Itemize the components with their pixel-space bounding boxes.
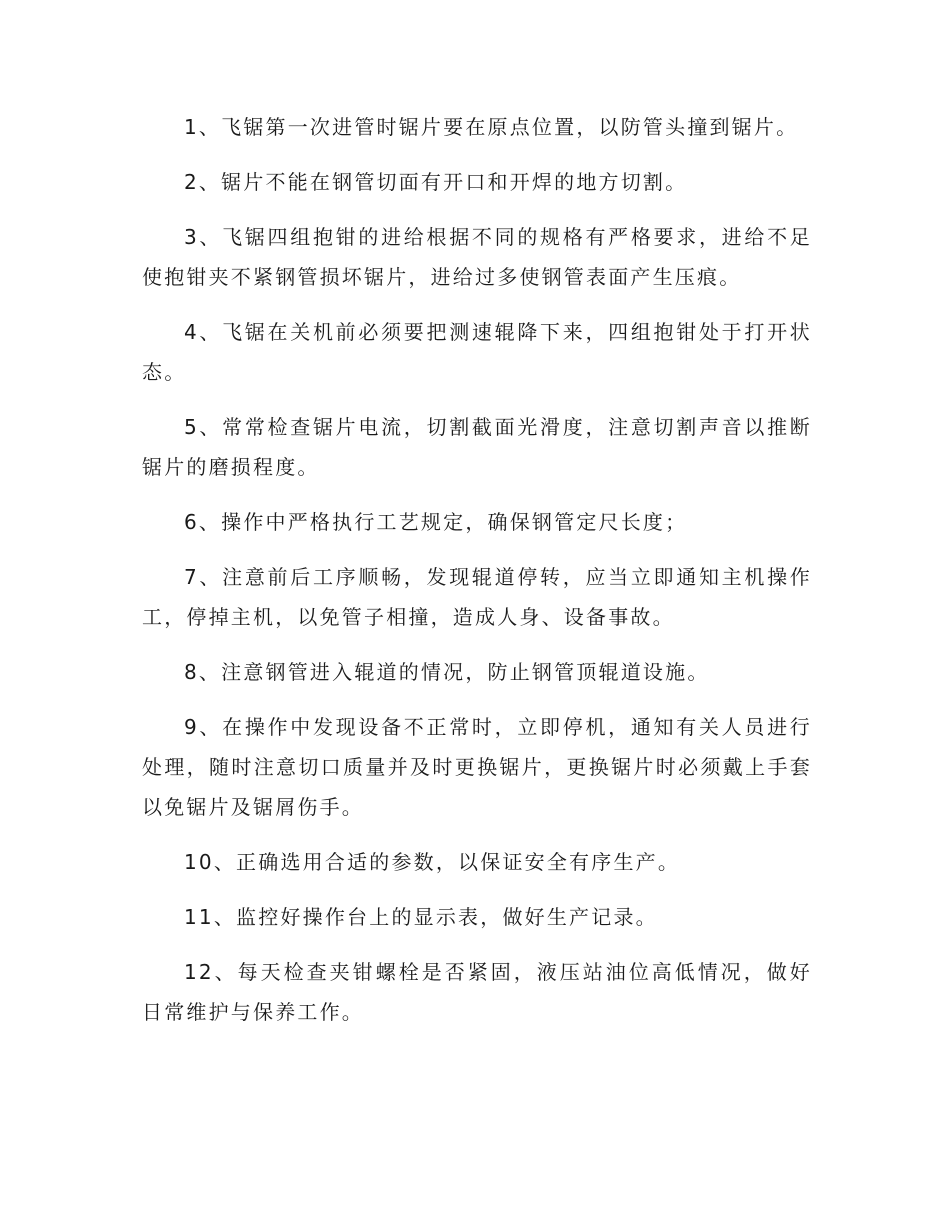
paragraph-item-2: 2、锯片不能在钢管切面有开口和开焊的地方切割。 xyxy=(184,170,688,194)
paragraph-item-5: 5、常常检查锯片电流，切割截面光滑度，注意切割声音以推断锯片的磨损程度。 xyxy=(142,415,812,479)
paragraph-item-10: 10、正确选用合适的参数，以保证安全有序生产。 xyxy=(184,850,681,874)
paragraph-item-12: 12、每天检查夹钳螺栓是否紧固，液压站油位高低情况，做好日常维护与保养工作。 xyxy=(142,960,812,1024)
paragraph-item-9: 9、在操作中发现设备不正常时，立即停机，通知有关人员进行处理，随时注意切口质量并及时更换锯片，更换锯片时必须戴上手套以免锯片及锯屑伤手。 xyxy=(142,715,812,819)
paragraph-item-6: 6、操作中严格执行工艺规定，确保钢管定尺长度； xyxy=(184,510,688,534)
paragraph-item-4: 4、飞锯在关机前必须要把测速辊降下来，四组抱钳处于打开状态。 xyxy=(142,320,812,384)
paragraph-item-8: 8、注意钢管进入辊道的情况，防止钢管顶辊道设施。 xyxy=(184,660,710,684)
paragraph-item-1: 1、飞锯第一次进管时锯片要在原点位置，以防管头撞到锯片。 xyxy=(184,115,799,139)
paragraph-item-7: 7、注意前后工序顺畅，发现辊道停转，应当立即通知主机操作工，停掉主机，以免管子相撞，造成人身、设备事故。 xyxy=(142,565,812,629)
paragraph-item-11: 11、监控好操作台上的显示表，做好生产记录。 xyxy=(184,905,658,929)
paragraph-item-3: 3、飞锯四组抱钳的进给根据不同的规格有严格要求，进给不足使抱钳夹不紧钢管损坏锯片，进给过多使钢管表面产生压痕。 xyxy=(142,225,812,289)
